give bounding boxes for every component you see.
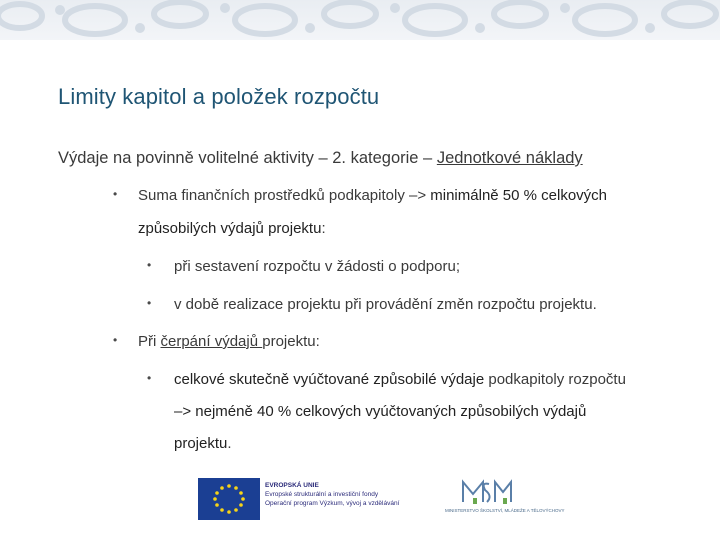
eu-line-1: EVROPSKÁ UNIE (265, 482, 319, 489)
sub-bullet-1: při sestavení rozpočtu v žádosti o podporu; (174, 258, 460, 275)
slide-title: Limity kapitol a položek rozpočtu (58, 84, 380, 109)
subtitle-main: Výdaje na povinně volitelné aktivity – 2. kategorie – (58, 149, 437, 167)
header-pattern (0, 0, 720, 40)
bullet-1-line-2 (138, 212, 326, 245)
sub-bullet-2: v době realizace projektu při provádění změn rozpočtu projektu. (174, 296, 597, 313)
bullet-2-sub-line-1 (174, 363, 626, 396)
sub-bullet-marker: • (147, 296, 152, 310)
eu-line-2: Evropské strukturální a investiční fondy (265, 491, 379, 498)
header-decorative-band (0, 0, 720, 40)
bullet-2-underlined: čerpání výdajů (160, 333, 263, 350)
eu-stars-icon (198, 478, 260, 520)
bullet-marker: • (113, 333, 118, 347)
eu-logo-text (265, 481, 399, 508)
bullet-2-sub-line-2 (174, 395, 586, 428)
subtitle-underlined: Jednotkové náklady (436, 149, 583, 167)
bullet-1-colon: : (321, 220, 326, 237)
bullet-2-post: projektu: (262, 333, 320, 350)
bullet-2-line (138, 325, 320, 358)
bullet-2-pre: Při (138, 333, 161, 350)
subtitle (58, 149, 583, 168)
sub-bullet-marker: • (147, 371, 152, 385)
bullet-2-sub-line-3 (174, 427, 232, 460)
bullet-1-bold-2: způsobilých výdajů projektu (138, 220, 322, 237)
bullet-marker: • (113, 187, 118, 201)
bullet-2-sub-bold-3: projektu (174, 435, 228, 452)
bullet-2-sub-normal: podkapitoly rozpočtu (484, 371, 626, 388)
bullet-2-sub-period: . (227, 435, 232, 452)
bullet-1-normal: Suma finančních prostředků podkapitoly –> (138, 187, 431, 204)
msmt-logo (445, 478, 565, 520)
msmt-caption: MINISTERSTVO ŠKOLSTVÍ, MLÁDEŽE A TĚLOVÝCHOVY (445, 508, 565, 513)
bullet-2-sub-bold-2: –> nejméně 40 % celkových vyúčtovaných způsobilých výdajů (174, 403, 587, 420)
sub-bullet-marker: • (147, 258, 152, 272)
bullet-1-bold: minimálně 50 % celkových (430, 187, 608, 204)
bullet-1-line-1 (138, 179, 607, 212)
eu-flag-logo (198, 478, 260, 520)
eu-line-3: Operační program Výzkum, vývoj a vzdělávání (265, 500, 400, 507)
bullet-2-sub-bold: celkové skutečně vyúčtované způsobilé výdaje (174, 371, 485, 388)
msmt-emblem-icon (445, 478, 530, 510)
